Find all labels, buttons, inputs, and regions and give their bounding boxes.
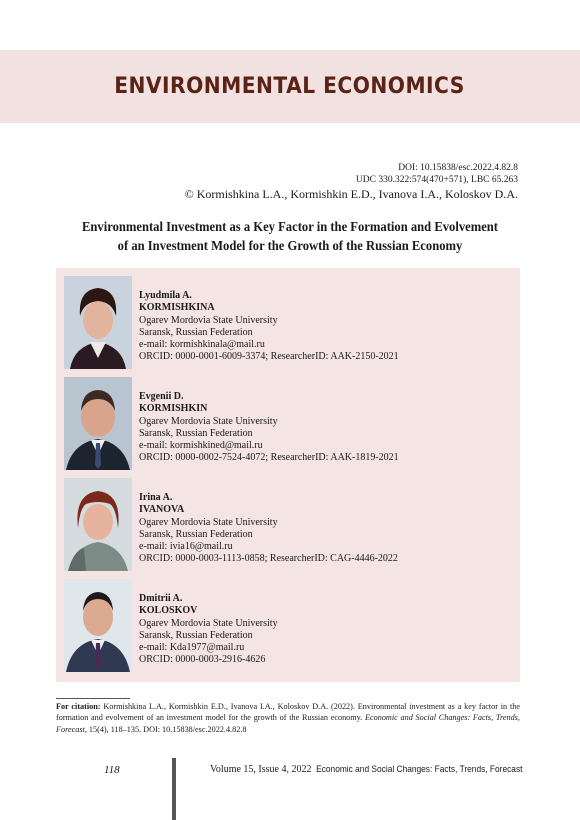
journal-name: Economic and Social Changes: Facts, Trends, Forecast [315, 764, 522, 775]
volume-info: Volume 15, Issue 4, 2022 [210, 764, 312, 775]
author-email[interactable]: e-mail: Kda1977@mail.ru [139, 642, 245, 654]
author-photo [64, 377, 132, 470]
author-photo [64, 276, 132, 369]
article-title [65, 218, 515, 256]
author-last-name: KORMISHKIN [139, 403, 208, 415]
author-email[interactable]: e-mail: ivia16@mail.ru [139, 541, 233, 553]
author-last-name: KORMISHKINA [139, 302, 215, 314]
article-title-line-1: Environmental Investment as a Key Factor in the Formation and Evolvement [81, 220, 499, 235]
author-location: Saransk, Russian Federation [139, 326, 253, 338]
author-email[interactable]: e-mail: kormishkined@mail.ru [139, 440, 263, 452]
author-first-name: Dmitrii A. [139, 593, 183, 604]
footnote-divider [56, 698, 130, 699]
author-affiliation: Ogarev Mordovia State University [139, 516, 278, 528]
author-affiliation: Ogarev Mordovia State University [139, 314, 278, 326]
article-title-line-2: of an Investment Model for the Growth of the Russian Economy [117, 239, 463, 254]
author-location: Saransk, Russian Federation [139, 427, 253, 439]
author-affiliation: Ogarev Mordovia State University [139, 415, 278, 427]
author-card [64, 276, 514, 370]
citation-note [56, 701, 520, 735]
section-banner [0, 50, 580, 123]
author-photo [64, 478, 132, 571]
author-info [139, 290, 399, 364]
author-first-name: Lyudmila A. [139, 290, 192, 301]
author-card [64, 377, 514, 471]
author-card [64, 478, 514, 572]
section-title: ENVIRONMENTAL ECONOMICS [114, 74, 466, 99]
author-ids: ORCID: 0000-0001-6009-3374; ResearcherID: AAK-2150-2021 [139, 351, 399, 363]
udc-line: UDC 330.322:574(470+571), LBC 65.263 [355, 175, 518, 185]
doi-line: DOI: 10.15838/esc.2022.4.82.8 [398, 163, 518, 173]
author-photo [64, 579, 132, 672]
author-last-name: KOLOSKOV [139, 605, 198, 617]
author-first-name: Evgenii D. [139, 391, 184, 402]
authors-panel [56, 268, 520, 682]
author-ids: ORCID: 0000-0002-7524-4072; ResearcherID: AAK-1819-2021 [139, 452, 399, 464]
citation-label: For citation: [56, 702, 101, 711]
page-number: 118 [104, 764, 120, 776]
author-affiliation: Ogarev Mordovia State University [139, 617, 278, 629]
author-info [139, 391, 399, 465]
citation-text: Kormishkina L.A., Kormishkin E.D., Ivanova I.A., Koloskov D.A. (2022). Environmental investment as a key factor in the formation and evolvement of an investment model for the growth of the Russian economy. [56, 702, 520, 723]
footer-divider [172, 758, 176, 820]
author-card [64, 579, 514, 673]
citation-journal: Economic and Social Changes: Facts, Trends, Forecast [56, 713, 520, 734]
author-location: Saransk, Russian Federation [139, 629, 253, 641]
author-info [139, 593, 278, 667]
author-info [139, 492, 398, 566]
author-location: Saransk, Russian Federation [139, 528, 253, 540]
author-ids: ORCID: 0000-0003-1113-0858; ResearcherID: CAG-4446-2022 [139, 553, 398, 565]
citation-details: , 15(4), 118–135. DOI: 10.15838/esc.2022.4.82.8 [84, 724, 247, 734]
author-first-name: Irina A. [139, 492, 173, 503]
author-last-name: IVANOVA [139, 504, 185, 516]
author-email[interactable]: e-mail: kormishkinala@mail.ru [139, 339, 265, 351]
copyright-line: © Kormishkina L.A., Kormishkin E.D., Ivanova I.A., Koloskov D.A. [184, 187, 518, 201]
author-ids: ORCID: 0000-0003-2916-4626 [139, 654, 266, 666]
